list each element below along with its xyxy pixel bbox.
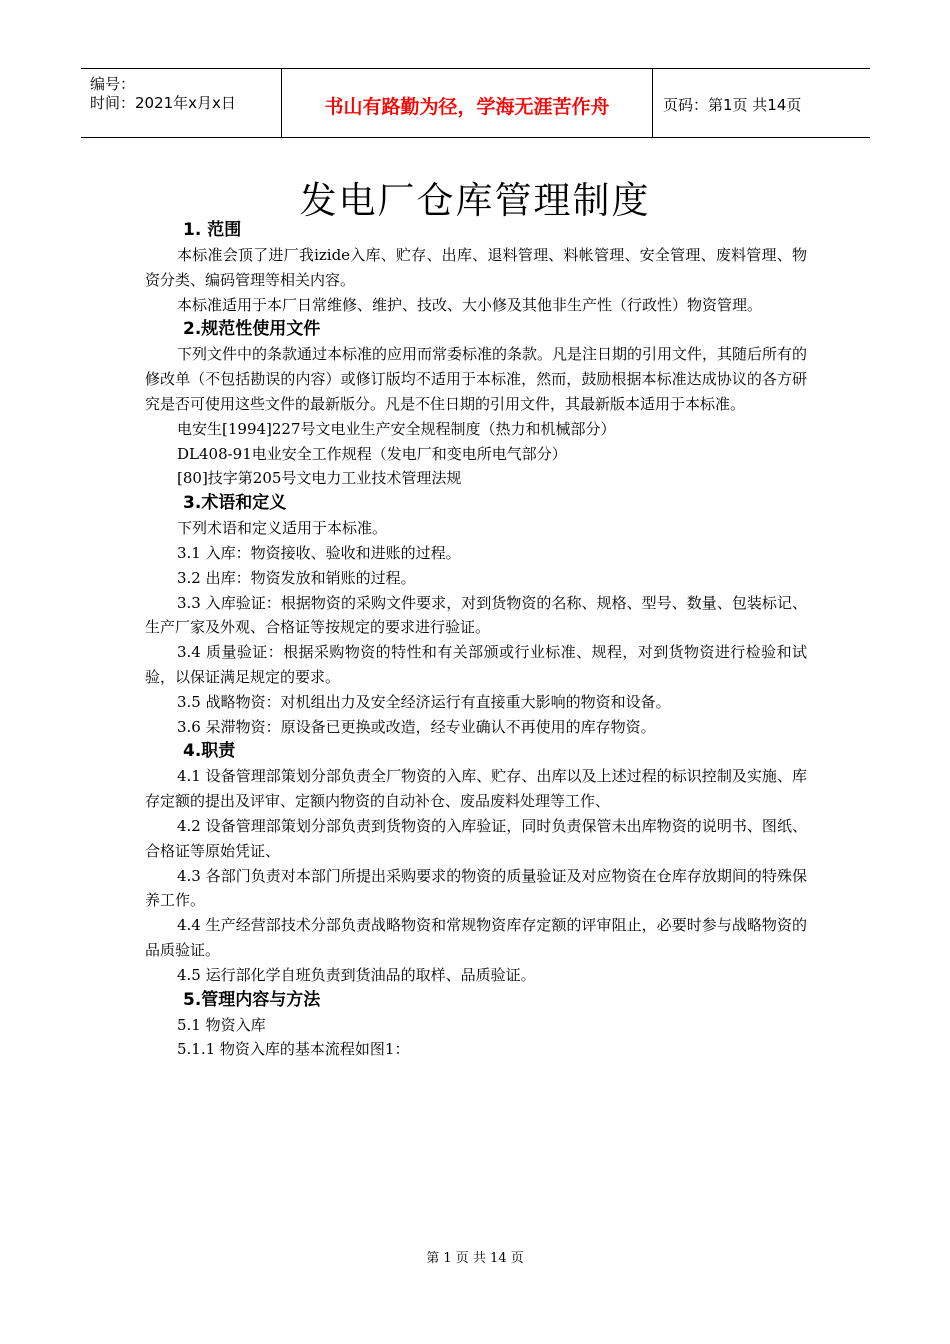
date-label: 时间：2021年x月x日 — [90, 94, 236, 112]
body-paragraph: 5.1 物资入库 — [177, 1015, 266, 1034]
body-paragraph: 5.1.1 物资入库的基本流程如图1： — [177, 1040, 410, 1059]
section-heading: 4.职责 — [183, 741, 236, 762]
body-paragraph: 3.5 战略物资：对机组出力及安全经济运行有直接重大影响的物资和设备。 — [177, 692, 671, 711]
body-paragraph: 下列文件中的条款通过本标准的应用而常委标准的条款。凡是注日期的引用文件，其随后所有的修改单（不包括勘误的内容）或修订版均不适用于本标准，然而，鼓励根据本标准达成协议的各方研究是否可使用这些文件的最新版分。凡是不住日期的引用文件，其最新版本适用于本标准。 — [145, 345, 808, 413]
page-footer: 第 1 页 共 14 页 — [426, 1251, 524, 1266]
body-paragraph: 3.3 入库验证：根据物资的采购文件要求，对到货物资的名称、规格、型号、数量、包装标记、生产厂家及外观、合格证等按规定的要求进行验证。 — [145, 593, 807, 637]
body-paragraph: 4.2 设备管理部策划分部负责到货物资的入库验证，同时负责保管未出库物资的说明书、图纸、合格证等原始凭证、 — [145, 816, 807, 860]
header-meta-cell — [81, 69, 282, 137]
body-paragraph: 3.2 出库：物资发放和销账的过程。 — [177, 568, 416, 587]
section-heading: 2.规范性使用文件 — [183, 319, 321, 340]
body-paragraph: 电安生[1994]227号文电业生产安全规程制度（热力和机械部分） — [177, 419, 616, 438]
body-paragraph: 4.3 各部门负责对本部门所提出采购要求的物资的质量验证及对应物资在仓库存放期间的特殊保养工作。 — [145, 866, 807, 910]
body-paragraph: 4.4 生产经营部技术分部负责战略物资和常规物资库存定额的评审阻止，必要时参与战略物资的品质验证。 — [145, 916, 807, 959]
document-header — [81, 68, 870, 138]
header-page-cell — [653, 69, 870, 137]
body-paragraph: 3.4 质量验证：根据采购物资的特性和有关部颁或行业标准、规程，对到货物资进行检验和试验，以保证满足规定的要求。 — [145, 643, 807, 686]
section-heading: 3.术语和定义 — [183, 493, 287, 514]
number-label: 编号： — [90, 75, 136, 93]
body-paragraph: DL408-91电业安全工作规程（发电厂和变电所电气部分） — [177, 444, 567, 463]
page-info: 页码：第1页 共14页 — [663, 96, 802, 114]
body-paragraph: 本标准会顶了进厂我izide入库、贮存、出库、退料管理、料帐管理、安全管理、废料管理、物资分类、编码管理等相关内容。 — [145, 246, 807, 289]
document-body — [145, 218, 807, 1062]
body-paragraph: [80]技字第205号文电力工业技术管理法规 — [177, 469, 462, 488]
motto-text: 书山有路勤为径，学海无涯苦作舟 — [324, 96, 610, 118]
body-paragraph: 本标准适用于本厂日常维修、维护、技改、大小修及其他非生产性（行政性）物资管理。 — [177, 295, 763, 314]
body-paragraph: 4.1 设备管理部策划分部负责全厂物资的入库、贮存、出库以及上述过程的标识控制及实施、库存定额的提出及评审、定额内物资的自动补仓、废品废料处理等工作、 — [145, 767, 807, 811]
body-paragraph: 3.6 呆滞物资：原设备已更换或改造，经专业确认不再使用的库存物资。 — [177, 717, 656, 736]
page-title: 发电厂仓库管理制度 — [299, 179, 651, 222]
header-motto-cell — [282, 69, 653, 137]
body-paragraph: 3.1 入库：物资接收、验收和进账的过程。 — [177, 543, 461, 562]
section-heading: 1. 范围 — [183, 220, 242, 240]
section-heading: 5.管理内容与方法 — [183, 989, 321, 1010]
body-paragraph: 下列术语和定义适用于本标准。 — [177, 519, 388, 538]
body-paragraph: 4.5 运行部化学自班负责到货油品的取样、品质验证。 — [177, 965, 536, 984]
